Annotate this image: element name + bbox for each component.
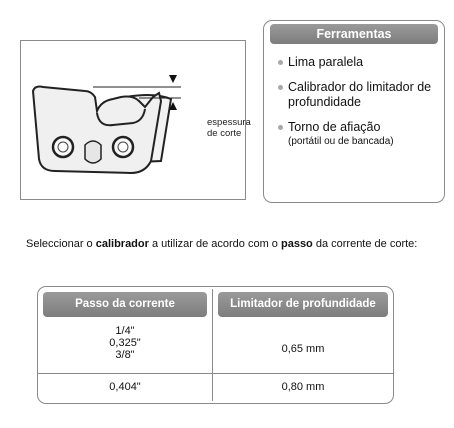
tool-label: Torno de afiação — [288, 120, 381, 134]
bullet-icon — [278, 60, 283, 65]
column-header-pitch: Passo da corrente — [43, 292, 207, 317]
tools-list — [278, 55, 442, 158]
instruction-bold-gauge: calibrador — [95, 238, 149, 250]
pitch-gauge-table — [37, 286, 394, 404]
pitch-value: 0,325" — [109, 337, 141, 349]
pitch-value: 3/8" — [115, 349, 135, 361]
arrow-down-icon — [169, 75, 177, 83]
table-cell-gauge-row2: 0,80 mm — [281, 381, 325, 393]
tool-item-depth-gauge — [278, 80, 442, 110]
instruction-part-3: da corrente de corte: — [312, 238, 418, 250]
label-line-2: de corte — [207, 128, 242, 139]
tool-item-file — [278, 55, 442, 70]
tools-panel — [263, 20, 445, 203]
tool-label: Lima paralela — [288, 55, 364, 69]
pitch-value: 1/4" — [115, 325, 135, 337]
table-cell-pitch-row1 — [43, 325, 207, 361]
instruction-text — [26, 238, 426, 251]
table-cell-gauge-row1: 0,65 mm — [281, 343, 325, 355]
tool-label: Calibrador do limitador de profundidade — [288, 80, 432, 109]
instruction-part-2: a utilizar de acordo com o — [148, 238, 281, 250]
tool-note: (portátil ou de bancada) — [288, 136, 394, 147]
column-divider — [212, 289, 213, 401]
table-cell-pitch-row2: 0,404" — [109, 381, 141, 393]
tools-header: Ferramentas — [270, 24, 438, 44]
bullet-icon — [278, 85, 283, 90]
label-line-1: espessura — [207, 117, 251, 128]
tool-item-sharpening-vise — [278, 120, 442, 148]
instruction-part-1: Seleccionar o — [26, 238, 96, 250]
cutting-thickness-label — [207, 117, 251, 139]
column-header-depth-limiter: Limitador de profundidade — [218, 292, 388, 317]
instruction-bold-pitch: passo — [280, 238, 313, 250]
row-divider — [38, 373, 393, 374]
chain-diagram-panel — [20, 40, 251, 200]
bullet-icon — [278, 125, 283, 130]
